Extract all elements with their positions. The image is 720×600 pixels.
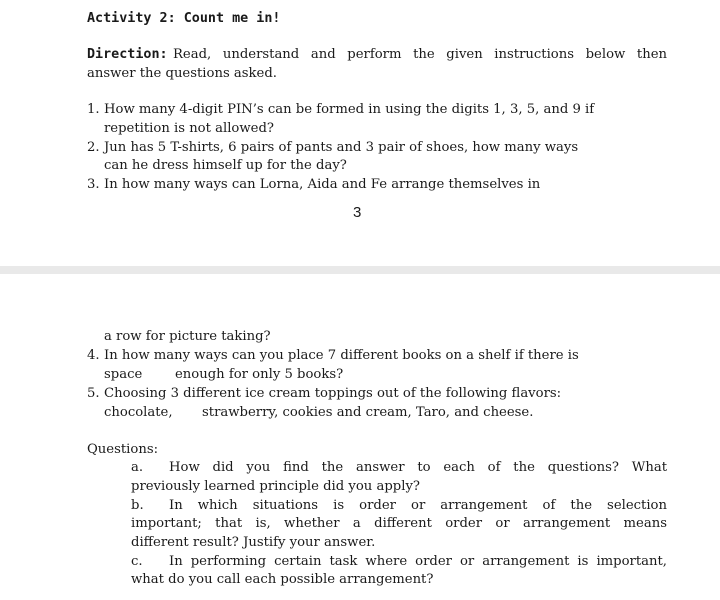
item-3-line-2: a row for picture taking? <box>104 329 271 344</box>
item-5-line-2b: strawberry, cookies and cream, Taro, and cheese. <box>202 405 534 420</box>
question-c-line-1: In performing certain task where order or arrangement is important, <box>169 554 667 569</box>
item-3-line-1: In how many ways can Lorna, Aida and Fe arrange themselves in <box>104 177 541 192</box>
page-divider <box>0 266 720 274</box>
direction-line-1: Read, understand and perform the given instructions below then <box>173 47 667 62</box>
item-2-line-2: can he dress himself up for the day? <box>104 158 347 173</box>
questions-heading: Questions: <box>87 442 159 457</box>
item-5-line-1: Choosing 3 different ice cream toppings out of the following flavors: <box>104 386 562 401</box>
question-a-letter: a. <box>131 460 144 475</box>
item-5-number: 5. <box>87 386 100 401</box>
item-1-line-1: How many 4-digit PIN’s can be formed in using the digits 1, 3, 5, and 9 if <box>104 102 595 117</box>
item-5-line-2a: chocolate, <box>104 405 173 420</box>
item-2-line-1: Jun has 5 T-shirts, 6 pairs of pants and 3 pair of shoes, how many ways <box>104 140 579 155</box>
item-1-line-2: repetition is not allowed? <box>104 121 274 136</box>
activity-title: Activity 2: Count me in! <box>87 11 281 26</box>
item-3-number: 3. <box>87 177 100 192</box>
item-4-number: 4. <box>87 348 100 363</box>
item-4-line-1: In how many ways can you place 7 different books on a shelf if there is <box>104 348 579 363</box>
question-b-line-1: In which situations is order or arrangement of the selection <box>169 498 667 513</box>
question-c-line-2: what do you call each possible arrangement? <box>131 572 434 587</box>
direction-line-2: answer the questions asked. <box>87 66 277 81</box>
item-1-number: 1. <box>87 102 100 117</box>
question-b-line-2: important; that is, whether a different order or arrangement means <box>131 516 667 531</box>
question-b-line-3: different result? Justify your answer. <box>131 535 376 550</box>
item-4-line-2b: enough for only 5 books? <box>175 367 344 382</box>
item-2-number: 2. <box>87 140 100 155</box>
question-b-letter: b. <box>131 498 144 513</box>
question-a-line-2: previously learned principle did you apply? <box>131 479 420 494</box>
question-a-line-1: How did you find the answer to each of the questions? What <box>169 460 667 475</box>
question-c-letter: c. <box>131 554 143 569</box>
direction-label: Direction: <box>87 47 168 62</box>
page-number: 3 <box>353 204 362 221</box>
item-4-line-2a: space <box>104 367 143 382</box>
